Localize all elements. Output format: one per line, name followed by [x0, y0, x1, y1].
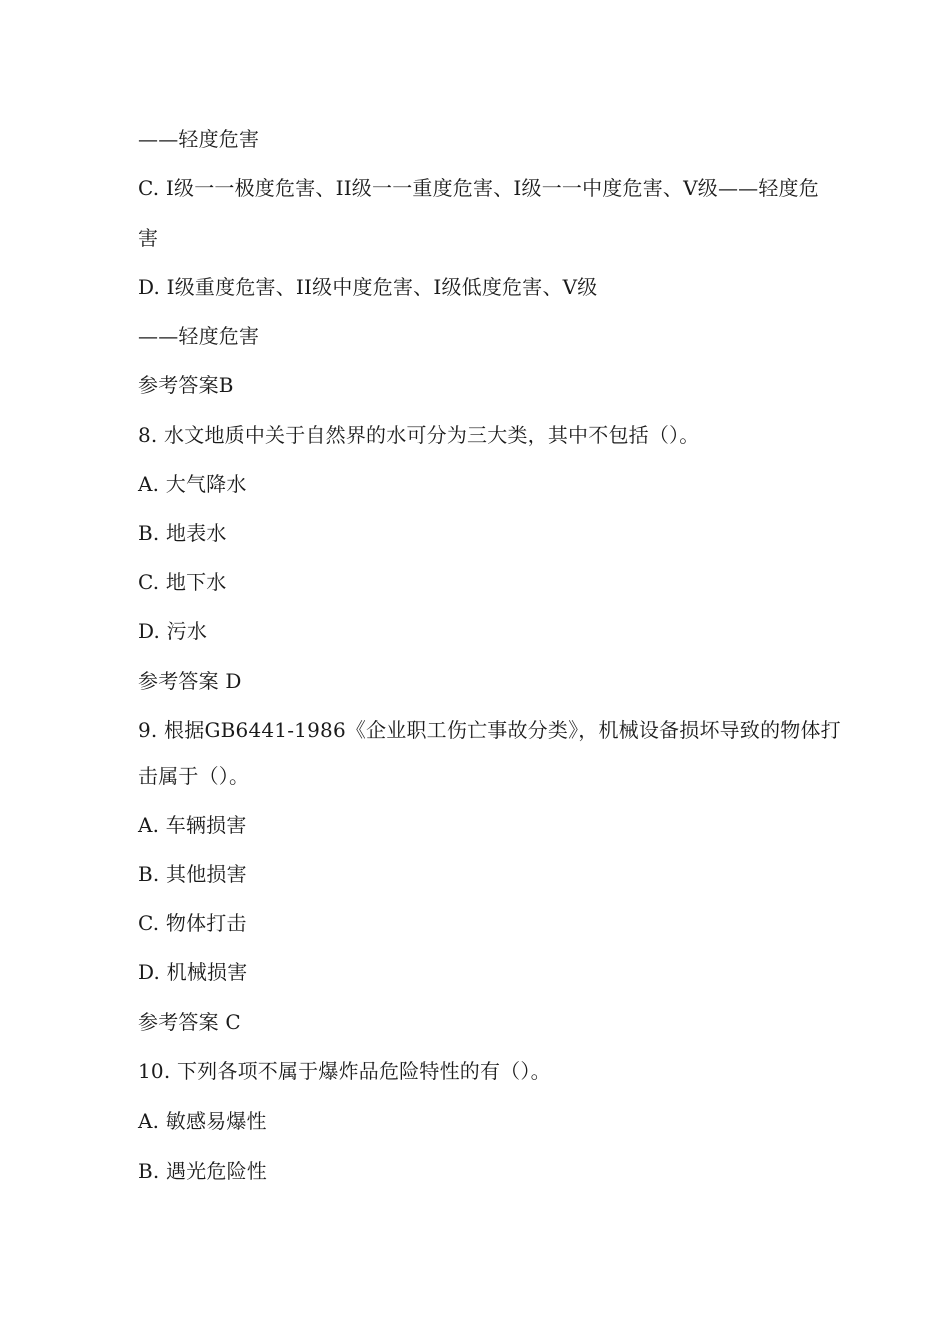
option-a: A. 车辆损害 [138, 813, 247, 837]
question-10: 10. 下列各项不属于爆炸品危险特性的有（）。 [138, 1059, 551, 1083]
question-8: 8. 水文地质中关于自然界的水可分为三大类，其中不包括（）。 [138, 423, 700, 447]
answer-key: 参考答案B [138, 373, 234, 397]
text-line: ——轻度危害 [138, 127, 260, 151]
option-d: D. I级重度危害、II级中度危害、I级低度危害、V级 [138, 275, 598, 299]
option-a: A. 敏感易爆性 [138, 1109, 267, 1133]
answer-key: 参考答案 D [138, 669, 242, 693]
option-c: C. 物体打击 [138, 911, 247, 935]
option-b: B. 其他损害 [138, 862, 247, 886]
option-d: D. 污水 [138, 619, 208, 643]
question-9: 9. 根据GB6441-1986《企业职工伤亡事故分类》，机械设备损坏导致的物体打 [138, 718, 841, 742]
option-c: C. 地下水 [138, 570, 227, 594]
text-line: ——轻度危害 [138, 324, 260, 348]
option-b: B. 遇光危险性 [138, 1159, 268, 1183]
option-d: D. 机械损害 [138, 960, 248, 984]
answer-key: 参考答案 C [138, 1010, 241, 1034]
option-a: A. 大气降水 [138, 472, 247, 496]
option-b: B. 地表水 [138, 521, 227, 545]
text-line: 害 [138, 226, 159, 250]
text-line: 击属于（）。 [138, 764, 250, 788]
option-c: C. I级一一极度危害、II级一一重度危害、I级一一中度危害、V级——轻度危 [138, 176, 819, 200]
